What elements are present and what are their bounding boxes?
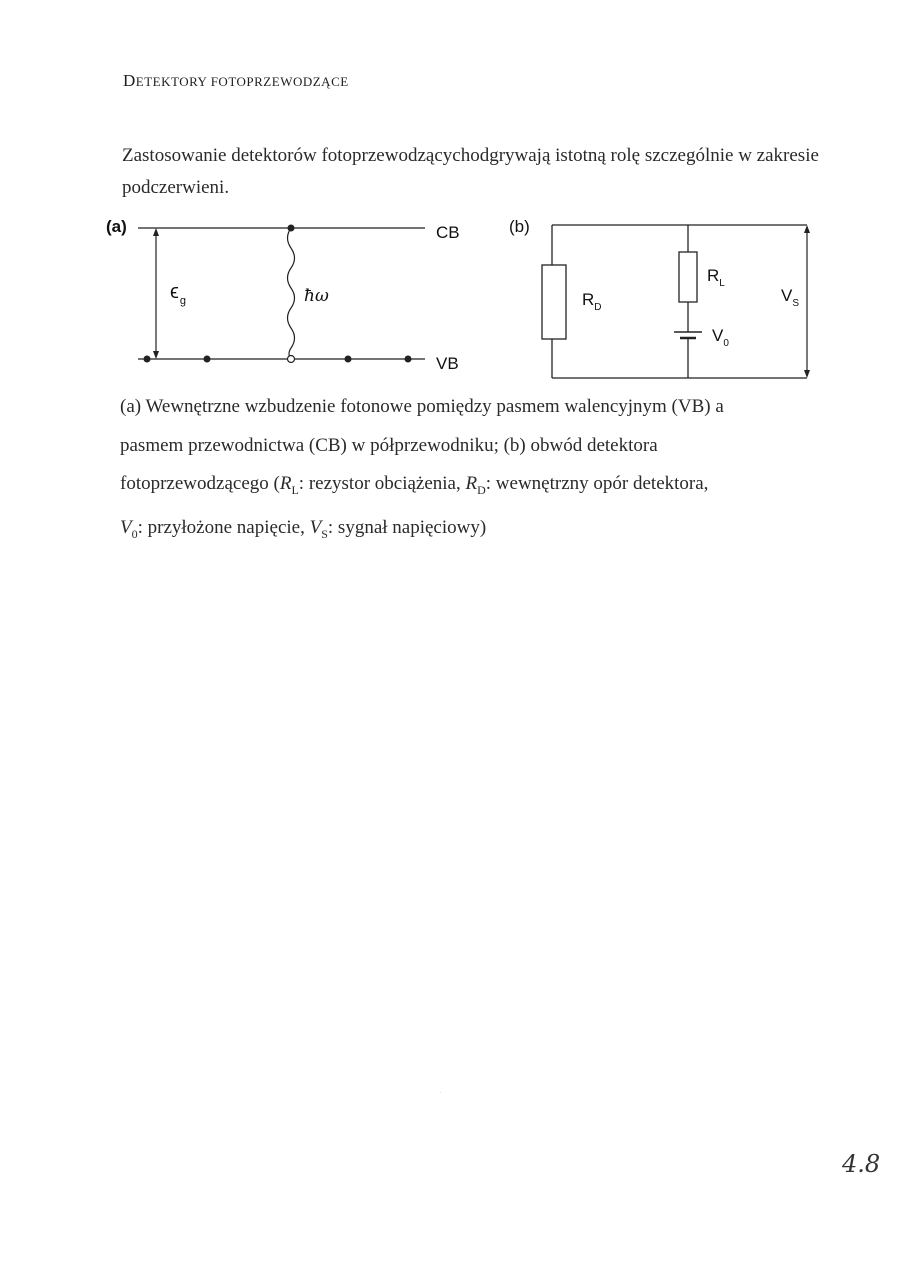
rd-label: $R_D$ — [582, 290, 602, 313]
scan-speck — [440, 1092, 441, 1093]
caption-line-2: pasmem przewodnictwa (CB) w półprzewodniku; (b) obwód detektora — [120, 434, 658, 456]
panel-b-label: (b) — [509, 217, 530, 236]
rl-label: $R_L$ — [707, 266, 725, 289]
photon-label: ħω — [304, 286, 329, 306]
figure-diagram — [100, 208, 820, 388]
vs-arrow-head-top — [804, 225, 810, 233]
resistor-rl — [679, 252, 697, 302]
gap-arrow-head-top — [153, 228, 159, 236]
excited-electron — [288, 225, 295, 232]
vs-label: $V_S$ — [781, 286, 800, 309]
valence-electron — [345, 356, 352, 363]
v0-label: $V_0$ — [712, 326, 729, 349]
panel-b — [509, 217, 810, 378]
page-number: 4.8 — [842, 1150, 881, 1178]
valence-electron — [405, 356, 412, 363]
panel-a-label: (a) — [106, 217, 127, 236]
section-header — [123, 71, 349, 91]
intro-paragraph: Zastosowanie detektorów fotoprzewodzącychodgrywają istotną rolę szczególnie w zakresie podczerwieni. — [122, 145, 819, 198]
caption-line-3: fotoprzewodzącego ($R_L$: rezystor obciążenia, $R_D$: wewnętrzny opór detektora, — [120, 473, 709, 497]
caption-line-4: $V_0$: przyłożone napięcie, $V_S$: sygnał napięciowy) — [120, 517, 487, 542]
vs-arrow-head-bottom — [804, 370, 810, 378]
valence-electron — [204, 356, 211, 363]
hole — [288, 356, 295, 363]
cb-label: CB — [436, 223, 460, 242]
resistor-rd — [542, 265, 566, 339]
panel-a — [106, 217, 460, 373]
vb-label: VB — [436, 354, 459, 373]
photon-wave — [288, 228, 295, 359]
figure-caption — [120, 388, 820, 554]
header-initial: D — [123, 71, 136, 90]
valence-electron — [144, 356, 151, 363]
caption-line-1: (a) Wewnętrzne wzbudzenie fotonowe pomiędzy pasmem walencyjnym (VB) a — [120, 396, 724, 417]
header-rest: ETEKTORY FOTOPRZEWODZĄCE — [135, 74, 349, 89]
gap-arrow-head-bottom — [153, 351, 159, 359]
gap-symbol: $\epsilon_g$ — [170, 281, 186, 307]
